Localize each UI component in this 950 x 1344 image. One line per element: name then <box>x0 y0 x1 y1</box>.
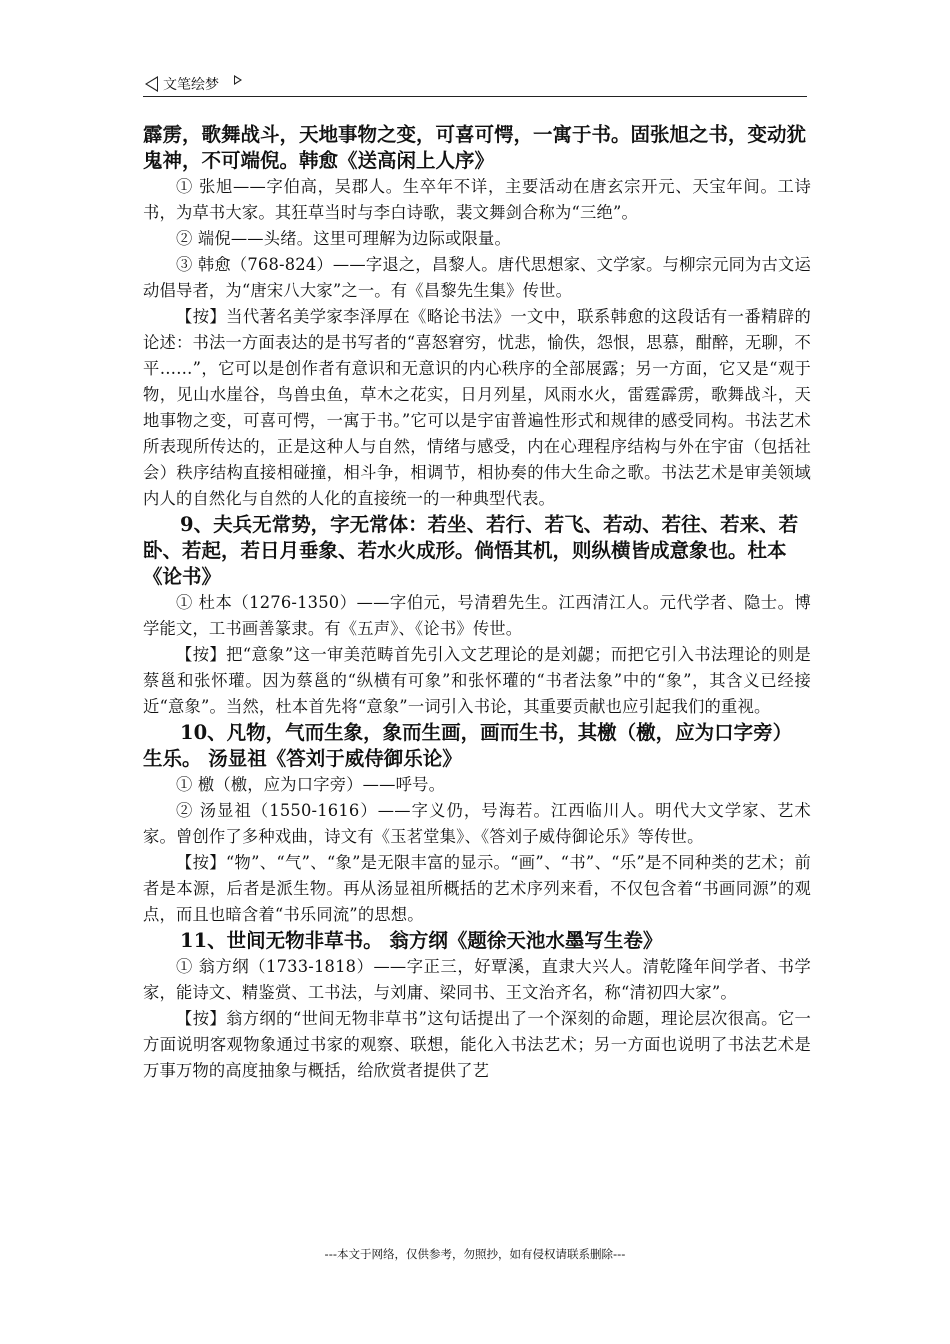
page-footer: ---本文于网络，仅供参考，勿照抄，如有侵权请联系删除--- <box>324 1247 626 1261</box>
commentary-11: 【按】翁方纲的“世间无物非草书”这句话提出了一个深刻的命题，理论层次很高。它一方面说明客观物象通过书家的观察、联想，能化入书法艺术；另一方面也说明了书法艺术是万事万物的高度抽象与概括，给欣赏者提供了艺 <box>143 1009 811 1080</box>
header-title: 文笔绘梦 <box>163 77 219 93</box>
commentary-10: 【按】“物”、“气”、“象”是无限丰富的显示。“画”、“书”、“乐”是不同种类的艺术；前者是本源，后者是派生物。再从汤显祖所概括的艺术序列来看，不仅包含着“书画同源”的观点，而且也暗含着“书乐同流”的思想。 <box>143 853 811 924</box>
note-weng-fanggang: ① 翁方纲（1733-1818）——字正三，好覃溪，直隶大兴人。清乾隆年间学者、书学家，能诗文、精鉴赏、工书法，与刘庸、梁同书、王文治齐名，称“清初四大家”。 <box>143 957 811 1002</box>
note-zhang-xu: ① 张旭——字伯高，吴郡人。生卒年不详，主要活动在唐玄宗开元、天宝年间。工诗书，为草书大家。其狂草当时与李白诗歌，裴文舞剑合称为“三绝”。 <box>143 177 811 222</box>
note-tang-xianzu: ② 汤显祖（1550-1616）——字义仍，号海若。江西临川人。明代大文学家、艺术家。曾创作了多种戏曲，诗文有《玉茗堂集》、《答刘子威侍御论乐》等传世。 <box>143 801 811 846</box>
commentary-9: 【按】把“意象”这一审美范畴首先引入文艺理论的是刘勰；而把它引入书法理论的则是蔡邕和张怀瓘。因为蔡邕的“纵横有可象”和张怀瓘的“书者法象”中的“象”，其含义已经接近“意象”。当然，杜本首先将“意象”一词引入书论，其重要贡献也应引起我们的重视。 <box>143 645 811 716</box>
heading-11: 11、世间无物非草书。 翁方纲《题徐天池水墨写生卷》 <box>180 929 663 952</box>
heading-9: 9、夫兵无常势，字无常体：若坐、若行、若飞、若动、若往、若来、若卧、若起，若日月垂象、若水火成形。倘悟其机，则纵横皆成意象也。杜本《论书》 <box>143 513 799 588</box>
document-body <box>143 122 811 1084</box>
heading-continuation: 霹雳，歌舞战斗，天地事物之变，可喜可愕，一寓于书。固张旭之书，变动犹鬼神，不可端倪。韩愈《送高闲上人序》 <box>143 123 807 172</box>
triangle-right-icon <box>234 75 242 85</box>
note-han-yu: ③ 韩愈（768-824）——字退之，昌黎人。唐代思想家、文学家。与柳宗元同为古文运动倡导者，为“唐宋八大家”之一。有《昌黎先生集》传世。 <box>143 255 811 300</box>
triangle-left-icon <box>145 76 158 92</box>
page-header <box>143 72 807 97</box>
note-xi: ① 檄（檄，应为口字旁）——呼号。 <box>176 775 446 794</box>
note-du-ben: ① 杜本（1276-1350）——字伯元，号清碧先生。江西清江人。元代学者、隐士。博学能文，工书画善篆隶。有《五声》、《论书》传世。 <box>143 593 811 638</box>
note-duanni: ② 端倪——头绪。这里可理解为边际或限量。 <box>176 229 512 248</box>
commentary-8: 【按】当代著名美学家李泽厚在《略论书法》一文中，联系韩愈的这段话有一番精辟的论述：书法一方面表达的是书写者的“喜怒窘穷，忧悲，愉佚，怨恨，思慕，酣醉，无聊，不平……”，它可以是创作者有意识和无意识的内心秩序的全部展露；另一方面，它又是“观于物，见山水崖谷，鸟兽虫鱼，草木之花实，日月列星，风雨水火，雷霆霹雳，歌舞战斗，天地事物之变，可喜可愕，一寓于书。”它可以是宇宙普遍性形式和规律的感受同构。书法艺术所表现所传达的，正是这种人与自然，情绪与感受，内在心理程序结构与外在宇宙（包括社会）秩序结构直接相碰撞，相斗争，相调节，相协奏的伟大生命之歌。书法艺术是审美领域内人的自然化与自然的人化的直接统一的一种典型代表。 <box>143 307 811 508</box>
heading-10: 10、凡物，气而生象，象而生画，画而生书，其檄（檄，应为口字旁）生乐。 汤显祖《答刘于威侍御乐论》 <box>143 721 793 770</box>
